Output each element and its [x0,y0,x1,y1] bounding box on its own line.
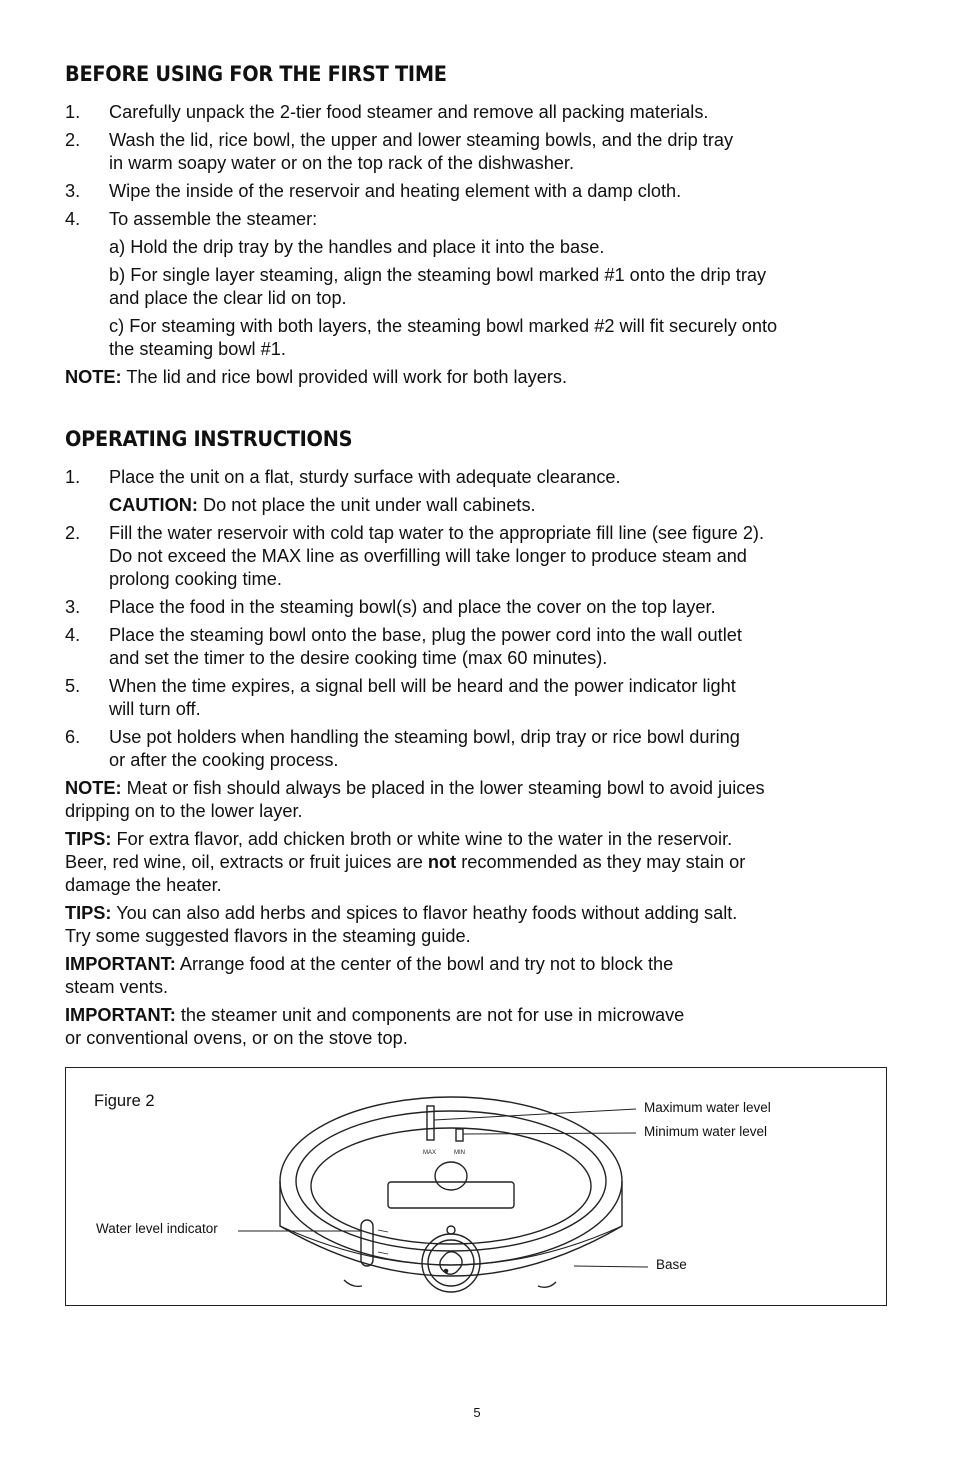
list-item [65,522,890,591]
item-number: 6. [65,727,81,747]
item-number: 2. [65,523,81,543]
min-mark-label: MIN [454,1150,465,1156]
item-text: and set the timer to the desire cooking time (max 60 minutes). [109,648,608,668]
item-text: Do not exceed the MAX line as overfilling will take longer to produce steam and [109,546,747,566]
base-leader-line [574,1266,648,1267]
item-number: 4. [65,625,81,645]
sub-item [65,264,890,310]
item-text: prolong cooking time. [109,569,282,589]
timer-knob-grip [436,1248,465,1278]
sub-item [65,315,890,361]
sub-item-text: b) For single layer steaming, align the steaming bowl marked #1 onto the drip tray [109,265,767,285]
water-level-window [361,1220,373,1266]
important-text: the steamer unit and components are not for use in microwave [175,1005,685,1025]
important-text: or conventional ovens, or on the stove top. [65,1028,408,1048]
note-label: NOTE: [65,367,122,387]
heating-plate [388,1182,514,1208]
item-number: 3. [65,597,81,617]
power-indicator-light [447,1226,455,1234]
item-text: Place the food in the steaming bowl(s) and place the cover on the top layer. [109,597,716,617]
item-text: Wipe the inside of the reservoir and heating element with a damp cloth. [109,181,682,201]
tips-text: For extra flavor, add chicken broth or white wine to the water in the reservoir. [111,829,733,849]
tips [65,902,890,948]
figure-2-box [65,1067,887,1306]
timer-knob-inner [428,1240,474,1286]
tips-text: recommended as they may stain or [456,852,746,872]
tips-emphasis: not [427,852,457,872]
base-foot [538,1282,556,1287]
important-text: Arrange food at the center of the bowl and try not to block the [175,954,674,974]
important-label: IMPORTANT: [65,954,176,974]
item-text: or after the cooking process. [109,750,339,770]
item-number: 4. [65,209,81,229]
sub-item-text: and place the clear lid on top. [109,288,347,308]
item-number: 1. [65,467,81,487]
caution-text: Do not place the unit under wall cabinets. [197,495,536,515]
item-number: 5. [65,676,81,696]
note-text: Meat or fish should always be placed in the lower steaming bowl to avoid juices [121,778,765,798]
list-item [65,596,890,619]
list-item [65,129,890,175]
item-number: 2. [65,130,81,150]
list-item [65,675,890,721]
item-number: 3. [65,181,81,201]
item-text: When the time expires, a signal bell will be heard and the power indicator light [109,676,736,696]
sub-item-text: a) Hold the drip tray by the handles and place it into the base. [109,237,605,257]
list-item [65,180,890,203]
note-text: dripping on to the lower layer. [65,801,303,821]
sub-item [65,236,890,259]
water-level-indicator-callout: Water level indicator [96,1221,218,1236]
first-use-steps [65,101,890,389]
operating-steps [65,466,890,1050]
tips-label: TIPS: [65,829,112,849]
note [65,777,890,823]
center-post [435,1162,467,1190]
tips-text: You can also add herbs and spices to flavor heathy foods without adding salt. [111,903,738,923]
list-item [65,208,890,231]
tips-text: Try some suggested flavors in the steaming guide. [65,926,471,946]
sub-item-text: the steaming bowl #1. [109,339,286,359]
list-item [65,466,890,489]
note-text: The lid and rice bowl provided will work for both layers. [121,367,568,387]
item-number: 1. [65,102,81,122]
item-text: Fill the water reservoir with cold tap water to the appropriate fill line (see figure 2). [109,523,765,543]
list-item [65,101,890,124]
max-mark-label: MAX [423,1150,437,1156]
tips-label: TIPS: [65,903,112,923]
tips-text: damage the heater. [65,875,222,895]
item-text: will turn off. [109,699,201,719]
item-text: Place the unit on a flat, sturdy surface with adequate clearance. [109,467,621,487]
important-label: IMPORTANT: [65,1005,176,1025]
base-foot [344,1280,362,1286]
section-heading-operating: OPERATING INSTRUCTIONS [65,427,353,451]
tips [65,828,890,897]
caution-label: CAUTION: [109,495,198,515]
page-number: 5 [473,1405,481,1420]
min-level-callout: Minimum water level [644,1124,768,1139]
item-text: Use pot holders when handling the steaming bowl, drip tray or rice bowl during [109,727,740,747]
item-text: Carefully unpack the 2-tier food steamer and remove all packing materials. [109,102,709,122]
item-text: in warm soapy water or on the top rack of the dishwasher. [109,153,575,173]
note [65,366,890,389]
item-text: Place the steaming bowl onto the base, plug the power cord into the wall outlet [109,625,742,645]
min-marker [456,1129,463,1141]
sub-item-text: c) For steaming with both layers, the steaming bowl marked #2 will fit securely onto [109,316,778,336]
item-text: Wash the lid, rice bowl, the upper and lower steaming bowls, and the drip tray [109,130,734,150]
section-heading-before-first-use: BEFORE USING FOR THE FIRST TIME [65,62,447,86]
important [65,1004,890,1050]
caution [65,494,890,517]
timer-knob-outer [422,1234,480,1292]
max-level-callout: Maximum water level [644,1100,771,1115]
base-body [280,1181,622,1276]
note-label: NOTE: [65,778,122,798]
item-text: To assemble the steamer: [109,209,318,229]
list-item [65,624,890,670]
important-text: steam vents. [65,977,169,997]
base-callout: Base [656,1257,687,1272]
figure-title: Figure 2 [94,1092,155,1110]
list-item [65,726,890,772]
min-leader-line [463,1133,636,1134]
important [65,953,890,999]
tips-text: Beer, red wine, oil, extracts or fruit juices are [65,852,428,872]
base-inner-rim [296,1111,606,1251]
